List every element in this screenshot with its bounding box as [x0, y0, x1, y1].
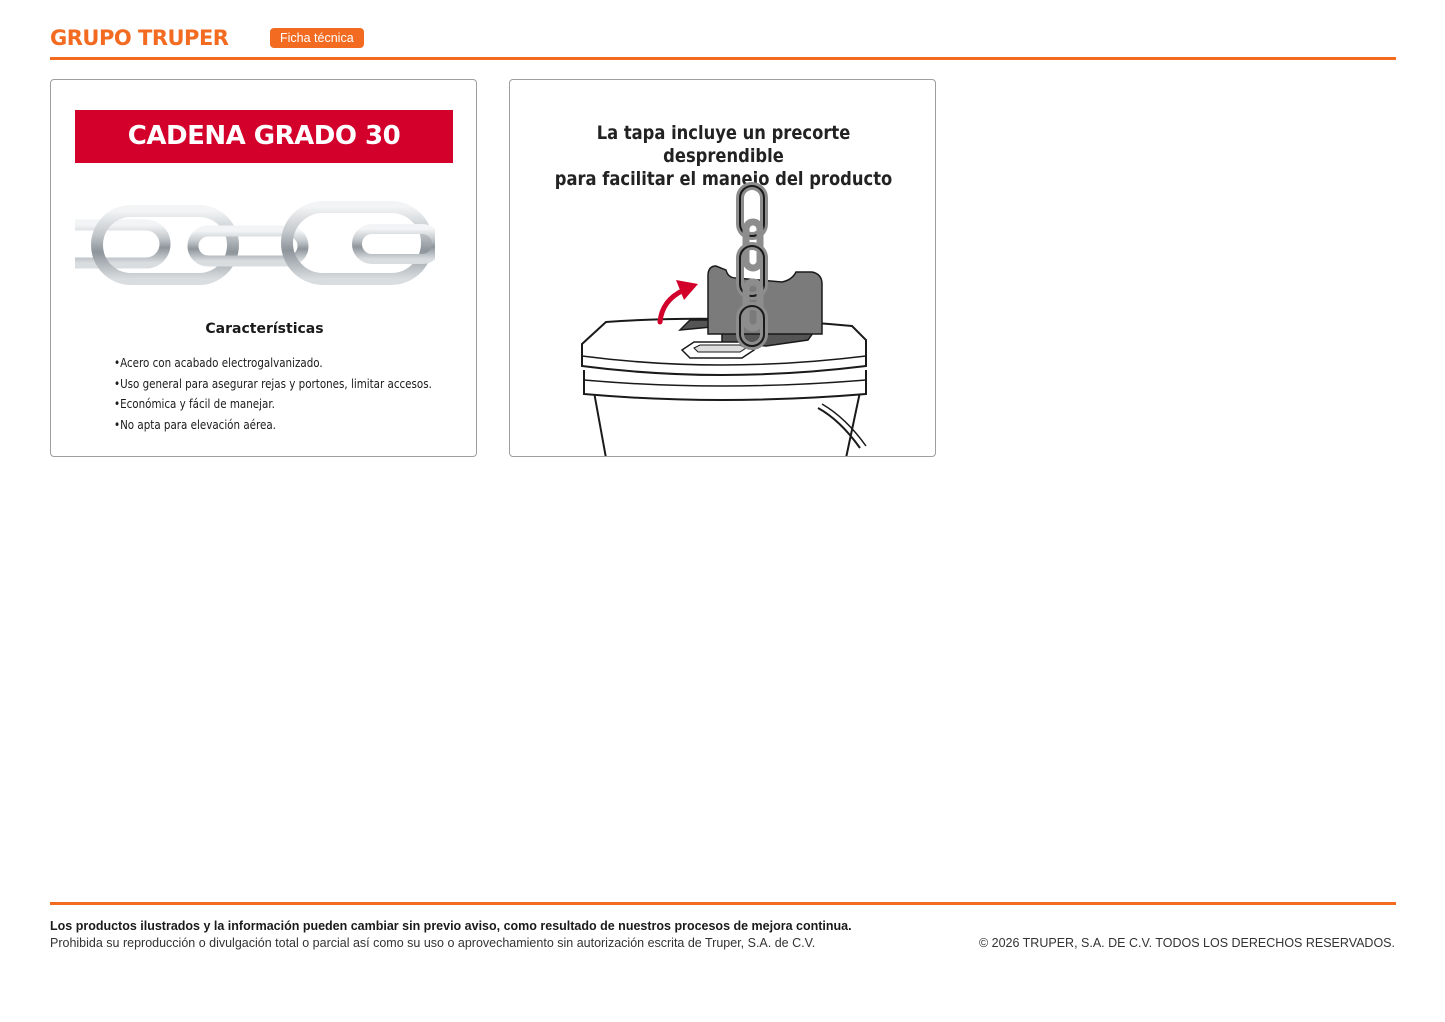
feature-item: •Uso general para asegurar rejas y portones, limitar accesos.: [114, 376, 432, 391]
product-title-banner: CADENA GRADO 30: [75, 110, 453, 163]
feature-item: •Acero con acabado electrogalvanizado.: [114, 356, 323, 370]
chain-photo: [75, 195, 435, 295]
footer-copyright: © 2026 TRUPER, S.A. DE C.V. TODOS LOS DERECHOS RESERVADOS.: [978, 936, 1395, 950]
feature-item: •Económica y fácil de manejar.: [114, 397, 275, 411]
header-divider: [50, 57, 1396, 60]
bucket-illustration: [570, 180, 890, 457]
doc-type-badge: Ficha técnica: [270, 28, 364, 48]
feature-item: •No apta para elevación aérea.: [114, 417, 276, 432]
footer-divider: [50, 902, 1396, 905]
features-list: [114, 353, 477, 435]
caption-line: para facilitar el manejo del producto: [554, 168, 893, 190]
brand-logo: GRUPO TRUPER: [50, 26, 229, 50]
features-title: Características: [205, 321, 324, 337]
caption-line: La tapa incluye un precorte desprendible: [596, 122, 851, 167]
packaging-card: [509, 79, 936, 457]
footer-notice: Los productos ilustrados y la información pueden cambiar sin previo aviso, como resultado de nuestros procesos de mejora continua.: [50, 919, 852, 933]
footer-legal: Prohibida su reproducción o divulgación total o parcial así como su uso o aprovechamiento sin autorización escrita de Truper, S.A. de C.V.: [50, 936, 816, 950]
product-card: [50, 79, 477, 457]
page-header: [50, 26, 1396, 50]
